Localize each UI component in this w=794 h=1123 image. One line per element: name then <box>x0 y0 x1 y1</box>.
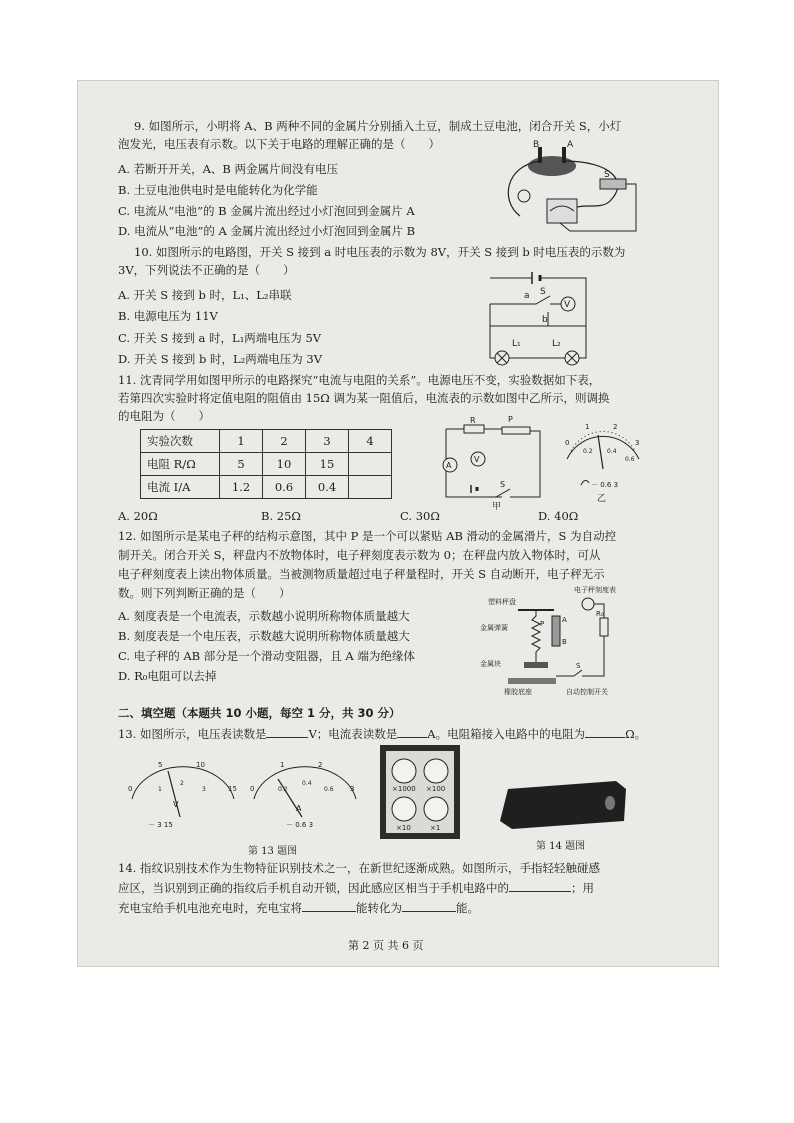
q14-fig-caption: 第 14 题图 <box>536 841 586 852</box>
dial-multiplier: ×100 <box>426 785 446 793</box>
fig-label-l2: L₂ <box>552 339 561 349</box>
q12-stem-line1: 12. 如图所示是某电子秤的结构示意图，其中 P 是一个可以紧贴 AB 滑动的金属滑片，S 为自动控 <box>118 529 617 543</box>
tick-label: 3 <box>350 785 355 793</box>
q11-option-a: A. 20Ω <box>118 509 158 523</box>
q13-ammeter-figure <box>250 761 360 841</box>
table-cell: 4 <box>349 430 392 453</box>
q11-option-b: B. 25Ω <box>261 509 301 523</box>
q13-text-c: A。电阻箱接入电路中的电阻为 <box>427 727 586 741</box>
answer-blank[interactable] <box>585 737 625 738</box>
fig-label-a: A <box>562 616 567 624</box>
dial-icon <box>392 759 416 783</box>
q14-text-e: 能。 <box>456 901 479 915</box>
q12-option-c: C. 电子秤的 AB 部分是一个滑动变阻器，且 A 端为绝缘体 <box>118 649 415 663</box>
table-cell: 1.2 <box>220 476 263 499</box>
fingerprint-sensor-icon <box>605 796 615 810</box>
metal-block <box>524 662 548 668</box>
fig-label-l1: L₁ <box>512 339 521 349</box>
q13-text-b: V；电流表读数是 <box>308 727 398 741</box>
tick-label: 10 <box>196 761 205 769</box>
spring-shape <box>532 610 540 662</box>
rubber-base <box>508 678 556 684</box>
fig-label-s: S <box>604 170 610 180</box>
q11-stem-line3: 的电阻为（ ） <box>118 409 210 423</box>
tick-label: 2 <box>180 780 184 787</box>
ammeter-needle <box>598 435 603 469</box>
q9-stem-line1: 9. 如图所示，小明将 A、B 两种不同的金属片分别插入土豆，制成土豆电池，闭合开关 S，小灯 <box>134 119 622 133</box>
q12-stem-line2: 制开关。闭合开关 S，秤盘内不放物体时，电子秤刻度表示数为 0；在秤盘内放入物体时，可从 <box>118 548 601 562</box>
table-cell: 0.4 <box>306 476 349 499</box>
table-cell: 0.6 <box>263 476 306 499</box>
fig-label-a: a <box>524 291 530 301</box>
q14-text-a: 应区，当识别到正确的指纹后手机自动开锁，因此感应区相当于手机电路中的 <box>118 881 509 895</box>
tick-label: 3 <box>202 786 206 793</box>
fig-label-s: S <box>576 662 581 670</box>
fig-label-b: B <box>562 638 567 646</box>
q11-ammeter-figure-yi <box>563 421 643 504</box>
q11-option-d: D. 40Ω <box>538 509 579 523</box>
q12-option-b: B. 刻度表是一个电压表，示数越大说明所称物体质量越大 <box>118 629 410 643</box>
dial-icon <box>424 797 448 821</box>
fig-label-b: B <box>533 140 540 150</box>
answer-blank[interactable] <box>302 911 356 912</box>
scale-meter-icon <box>582 598 594 610</box>
q10-option-a: A. 开关 S 接到 b 时，L₁、L₂串联 <box>118 288 292 302</box>
slide-bar-ab <box>552 616 560 646</box>
dial-icon <box>392 797 416 821</box>
voltmeter-unit: V <box>173 800 179 809</box>
tick-label: 0.2 <box>278 786 288 793</box>
terminal-labels: － 3 15 <box>148 821 173 829</box>
q10-option-d: D. 开关 S 接到 b 时，L₂两端电压为 3V <box>118 352 323 366</box>
q12-option-d: D. R₀电阻可以去掉 <box>118 669 217 683</box>
terminal-labels: － 0.6 3 <box>591 481 619 489</box>
fig-label-tray: 塑料秤盘 <box>488 598 516 606</box>
fig-label-s: S <box>540 287 546 297</box>
q14-text-c: 充电宝给手机电池充电时，充电宝将 <box>118 901 302 915</box>
tick-label: 2 <box>318 761 323 769</box>
fig-label-scale: 电子秤刻度表 <box>574 586 616 594</box>
fig-label-s: S <box>500 480 506 489</box>
q13-fig-caption: 第 13 题图 <box>248 846 298 857</box>
voltmeter-needle <box>168 771 180 817</box>
table-row <box>141 476 392 499</box>
table-row <box>141 453 392 476</box>
fig-label-switch: 自动控制开关 <box>566 688 608 696</box>
fig-label-jia: 甲 <box>492 502 502 512</box>
q9-option-b: B. 土豆电池供电时是电能转化为化学能 <box>118 183 318 197</box>
q9-option-c: C. 电流从“电池”的 B 金属片流出经过小灯泡回到金属片 A <box>118 204 415 218</box>
q13-text-a: 13. 如图所示，电压表读数是 <box>118 727 267 741</box>
q14-stem-line2 <box>118 881 594 896</box>
fig-label-r0: R₀ <box>596 610 604 618</box>
answer-blank[interactable] <box>509 891 571 892</box>
tick-label: 15 <box>228 785 237 793</box>
q9-stem-line2: 泡发光，电压表有示数。以下关于电路的理解正确的是（ ） <box>118 137 440 151</box>
q10-stem-line2: 3V，下列说法不正确的是（ ） <box>118 263 295 277</box>
table-header-cell: 实验次数 <box>141 430 220 453</box>
resistor-r0-icon <box>600 618 608 636</box>
q10-stem-line1: 10. 如图所示的电路图，开关 S 接到 a 时电压表的示数为 8V，开关 S 接到 b 时电压表的示数为 <box>134 245 626 259</box>
table-header-cell: 电流 I/A <box>141 476 220 499</box>
table-row <box>141 430 392 453</box>
table-header-cell: 电阻 R/Ω <box>141 453 220 476</box>
page-number: 第 2 页 共 6 页 <box>348 939 424 952</box>
fig-label-yi: 乙 <box>597 494 607 504</box>
switch-icon <box>600 179 626 189</box>
table-cell: 10 <box>263 453 306 476</box>
dial-multiplier: ×10 <box>396 824 411 832</box>
answer-blank[interactable] <box>266 737 308 738</box>
tick-label: 0.6 <box>324 786 334 793</box>
tick-label: 0 <box>250 785 255 793</box>
q14-stem-line3 <box>118 901 479 916</box>
fig-label-a: A <box>446 461 452 470</box>
fig-label-p: P <box>508 415 513 424</box>
q12-option-a: A. 刻度表是一个电流表，示数越小说明所称物体质量越大 <box>118 609 410 623</box>
resistor-icon <box>464 425 484 433</box>
fig-label-b: b <box>542 315 548 325</box>
q12-stem-line4: 数。则下列判断正确的是（ ） <box>118 586 291 600</box>
q14-stem-line1: 14. 指纹识别技术作为生物特征识别技术之一，在新世纪逐渐成熟。如图所示，手指轻轻触碰感 <box>118 861 600 875</box>
q12-electronic-scale-figure <box>478 586 628 696</box>
scanned-exam-page <box>77 80 719 967</box>
table-cell <box>349 476 392 499</box>
tick-label: 0.6 <box>625 456 635 463</box>
fig-label-v: V <box>564 300 571 310</box>
table-cell: 2 <box>263 430 306 453</box>
tick-label: 1 <box>280 761 285 769</box>
answer-blank[interactable] <box>402 911 456 912</box>
fig-label-r: R <box>470 416 476 425</box>
q11-data-table <box>140 429 392 499</box>
q11-circuit-figure-jia <box>436 415 546 512</box>
table-cell: 5 <box>220 453 263 476</box>
q11-stem-line1: 11. 沈青同学用如图甲所示的电路探究“电流与电阻的关系”。电源电压不变，实验数据如下表， <box>118 373 601 387</box>
section-title-fill-in: 二、填空题（本题共 10 小题，每空 1 分，共 30 分） <box>118 706 401 720</box>
tick-label: 3 <box>635 439 640 447</box>
q14-text-b: ；用 <box>571 881 594 895</box>
dial-multiplier: ×1 <box>430 824 441 832</box>
fig-label-a: A <box>567 140 574 150</box>
bulb-icon <box>518 190 530 202</box>
tick-label: 5 <box>158 761 163 769</box>
q13-text-d: Ω。 <box>625 727 647 741</box>
q13-stem <box>118 727 646 742</box>
q10-circuit-figure <box>488 276 588 366</box>
voltmeter-icon <box>547 199 577 223</box>
potato-shape <box>528 156 576 176</box>
dial-icon <box>424 759 448 783</box>
dial-multiplier: ×1000 <box>392 785 416 793</box>
q9-potato-battery-figure <box>500 141 640 241</box>
tick-label: 2 <box>613 423 618 431</box>
terminal-labels: － 0.6 3 <box>286 821 314 829</box>
tick-label: 0.2 <box>583 448 593 455</box>
q10-option-c: C. 开关 S 接到 a 时，L₁两端电压为 5V <box>118 331 322 345</box>
fig-label-v: V <box>474 455 480 464</box>
tick-label: 0 <box>128 785 133 793</box>
tick-label: 1 <box>158 786 162 793</box>
fig-label-base: 橡胶底座 <box>504 688 532 696</box>
table-cell: 15 <box>306 453 349 476</box>
rheostat-icon <box>502 427 530 434</box>
tick-label: 0.4 <box>607 448 617 455</box>
q11-stem-line2: 若第四次实验时将定值电阻的阻值由 15Ω 调为某一阻值后，电流表的示数如图中乙所示，则调换 <box>118 391 610 405</box>
table-cell: 3 <box>306 430 349 453</box>
table-cell: 1 <box>220 430 263 453</box>
table-cell <box>349 453 392 476</box>
ammeter-unit: A <box>296 804 302 813</box>
answer-blank[interactable] <box>397 737 427 738</box>
q9-option-d: D. 电流从“电池”的 A 金属片流出经过小灯泡回到金属片 B <box>118 224 416 238</box>
tick-label: 0 <box>565 439 570 447</box>
q12-stem-line3: 电子秤刻度表上读出物体质量。当被测物质量超过电子秤量程时，开关 S 自动断开，电子秤无示 <box>118 567 605 581</box>
q9-option-a: A. 若断开开关，A、B 两金属片间没有电压 <box>118 162 339 176</box>
tick-label: 1 <box>585 423 590 431</box>
fig-label-p: P <box>540 620 545 628</box>
fig-label-spring: 金属弹簧 <box>480 624 508 632</box>
q13-resistance-box-figure <box>380 745 460 839</box>
q10-option-b: B. 电源电压为 11V <box>118 309 218 323</box>
q13-voltmeter-figure <box>128 761 238 833</box>
q11-option-c: C. 30Ω <box>400 509 440 523</box>
q14-phone-figure <box>498 777 628 832</box>
q14-text-d: 能转化为 <box>356 901 402 915</box>
fig-label-block: 金属块 <box>480 660 501 668</box>
tick-label: 0.4 <box>302 780 312 787</box>
